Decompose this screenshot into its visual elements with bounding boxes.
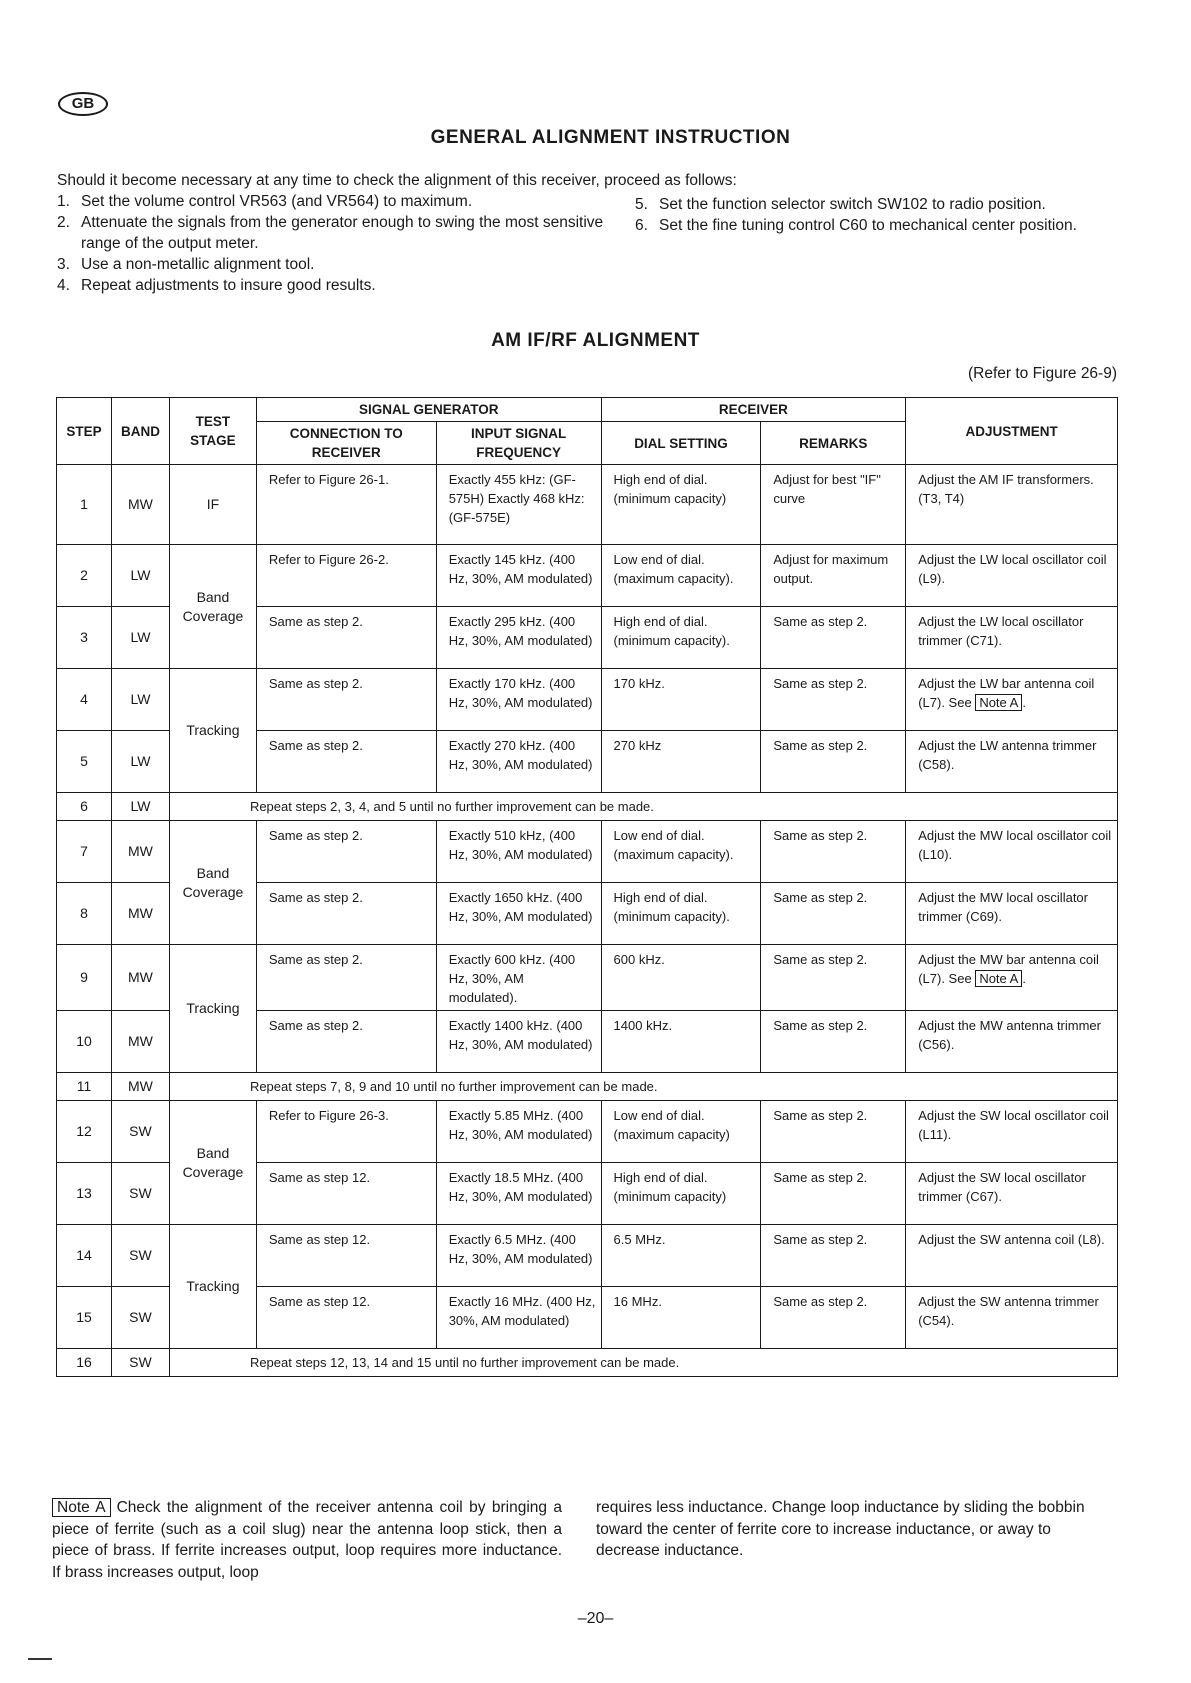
cell-step: 11 — [57, 1073, 112, 1101]
cell-connection: Same as step 12. — [256, 1163, 436, 1225]
cell-input: Exactly 16 MHz. (400 Hz, 30%, AM modulated) — [436, 1287, 601, 1349]
step-item — [57, 212, 617, 254]
step-text: Repeat adjustments to insure good results. — [81, 277, 376, 294]
header-receiver: RECEIVER — [601, 398, 906, 422]
cell-dial: 1400 kHz. — [601, 1011, 761, 1073]
cell-dial: 6.5 MHz. — [601, 1225, 761, 1287]
page-number: –20– — [577, 1610, 614, 1627]
cell-input: Exactly 510 kHz, (400 Hz, 30%, AM modulated) — [436, 821, 601, 883]
cell-step: 13 — [57, 1163, 112, 1225]
cell-band: MW — [111, 883, 169, 945]
cell-adjustment — [906, 669, 1118, 731]
step-number: 2. — [57, 214, 70, 231]
note-left-text: Check the alignment of the receiver antenna coil by bringing a piece of ferrite (such as a coil slug) near the antenna loop stick, then a piece of brass. If ferrite increases output, loop requires more inductance. If brass increases output, loop — [52, 1499, 562, 1581]
cell-band: LW — [111, 669, 169, 731]
cell-step: 9 — [57, 945, 112, 1011]
cell-input: Exactly 600 kHz. (400 Hz, 30%, AM modulated). — [436, 945, 601, 1011]
page-title: GENERAL ALIGNMENT INSTRUCTION — [430, 127, 791, 148]
cell-test-stage: Tracking — [169, 1225, 256, 1349]
cell-step: 15 — [57, 1287, 112, 1349]
cell-repeat: Repeat steps 2, 3, 4, and 5 until no further improvement can be made. — [169, 793, 1117, 821]
cell-connection: Refer to Figure 26-2. — [256, 545, 436, 607]
cell-step: 10 — [57, 1011, 112, 1073]
left-steps-list — [57, 191, 617, 296]
cell-band: SW — [111, 1163, 169, 1225]
step-item — [635, 215, 1155, 236]
cell-dial: 270 kHz — [601, 731, 761, 793]
cell-band: MW — [111, 821, 169, 883]
cell-adjustment — [906, 545, 1118, 607]
cell-adjustment — [906, 1287, 1118, 1349]
adjustment-text: Adjust the AM IF transformers. (T3, T4) — [918, 472, 1094, 506]
header-connection: CONNECTION TO RECEIVER — [256, 422, 436, 465]
cell-input: Exactly 455 kHz: (GF-575H) Exactly 468 kHz: (GF-575E) — [436, 465, 601, 545]
cell-connection: Same as step 2. — [256, 821, 436, 883]
adjustment-text: Adjust the LW bar antenna coil (L7). See — [918, 676, 1095, 710]
step-text: Set the fine tuning control C60 to mechanical center position. — [659, 217, 1077, 234]
cell-remarks: Same as step 2. — [761, 1287, 906, 1349]
step-item — [57, 275, 617, 296]
intro-text: Should it become necessary at any time to check the alignment of this receiver, proceed as follows: — [57, 172, 737, 189]
cell-dial: High end of dial. (minimum capacity) — [601, 465, 761, 545]
cell-dial: High end of dial. (minimum capacity). — [601, 607, 761, 669]
header-adjustment: ADJUSTMENT — [906, 398, 1118, 465]
cell-dial: Low end of dial. (maximum capacity). — [601, 821, 761, 883]
cell-band: LW — [111, 607, 169, 669]
cell-connection: Same as step 2. — [256, 731, 436, 793]
cell-connection: Same as step 2. — [256, 669, 436, 731]
cell-band: LW — [111, 545, 169, 607]
cell-remarks: Same as step 2. — [761, 607, 906, 669]
cell-test-stage: Tracking — [169, 669, 256, 793]
cell-remarks: Adjust for best "IF" curve — [761, 465, 906, 545]
cell-band: SW — [111, 1287, 169, 1349]
table-row — [57, 793, 1118, 821]
alignment-table — [56, 397, 1118, 1377]
cell-remarks: Same as step 2. — [761, 883, 906, 945]
adjustment-text: Adjust the MW antenna trimmer (C56). — [918, 1018, 1101, 1052]
adjustment-end: . — [1022, 695, 1026, 710]
step-number: 3. — [57, 256, 70, 273]
cell-adjustment — [906, 731, 1118, 793]
cell-dial: Low end of dial. (maximum capacity) — [601, 1101, 761, 1163]
cell-adjustment — [906, 1011, 1118, 1073]
adjustment-text: Adjust the MW local oscillator trimmer (C69). — [918, 890, 1088, 924]
step-number: 4. — [57, 277, 70, 294]
header-input: INPUT SIGNAL FREQUENCY — [436, 422, 601, 465]
cell-band: SW — [111, 1225, 169, 1287]
cell-connection: Refer to Figure 26-3. — [256, 1101, 436, 1163]
adjustment-text: Adjust the SW antenna coil (L8). — [918, 1232, 1105, 1247]
cell-step: 4 — [57, 669, 112, 731]
cell-input: Exactly 5.85 MHz. (400 Hz, 30%, AM modulated) — [436, 1101, 601, 1163]
header-step: STEP — [57, 398, 112, 465]
header-band: BAND — [111, 398, 169, 465]
cell-input: Exactly 1400 kHz. (400 Hz, 30%, AM modulated) — [436, 1011, 601, 1073]
table-row — [57, 465, 1118, 545]
note-reference: Note A — [975, 694, 1022, 711]
adjustment-text: Adjust the LW local oscillator trimmer (C71). — [918, 614, 1084, 648]
header-test-stage: TEST STAGE — [169, 398, 256, 465]
cell-band: SW — [111, 1101, 169, 1163]
cell-adjustment — [906, 945, 1118, 1011]
table-row — [57, 1101, 1118, 1163]
cell-band: MW — [111, 945, 169, 1011]
step-text: Use a non-metallic alignment tool. — [81, 256, 315, 273]
cell-adjustment — [906, 821, 1118, 883]
cell-connection: Same as step 2. — [256, 945, 436, 1011]
adjustment-text: Adjust the LW local oscillator coil (L9). — [918, 552, 1107, 586]
cell-input: Exactly 270 kHz. (400 Hz, 30%, AM modulated) — [436, 731, 601, 793]
cell-adjustment — [906, 607, 1118, 669]
cell-test-stage: Band Coverage — [169, 545, 256, 669]
cell-step: 8 — [57, 883, 112, 945]
step-number: 5. — [635, 196, 648, 213]
table-row — [57, 669, 1118, 731]
cell-input: Exactly 6.5 MHz. (400 Hz, 30%, AM modulated) — [436, 1225, 601, 1287]
step-item — [57, 191, 617, 212]
cell-input: Exactly 170 kHz. (400 Hz, 30%, AM modulated) — [436, 669, 601, 731]
adjustment-text: Adjust the SW antenna trimmer (C54). — [918, 1294, 1099, 1328]
cell-input: Exactly 295 kHz. (400 Hz, 30%, AM modulated) — [436, 607, 601, 669]
cell-step: 6 — [57, 793, 112, 821]
table-row — [57, 945, 1118, 1011]
cell-input: Exactly 1650 kHz. (400 Hz, 30%, AM modulated) — [436, 883, 601, 945]
cell-remarks: Adjust for maximum output. — [761, 545, 906, 607]
header-dial: DIAL SETTING — [601, 422, 761, 465]
cell-adjustment — [906, 1225, 1118, 1287]
cell-dial: 170 kHz. — [601, 669, 761, 731]
table-row — [57, 1225, 1118, 1287]
right-steps-list — [635, 194, 1155, 236]
cell-remarks: Same as step 2. — [761, 731, 906, 793]
cell-test-stage: IF — [169, 465, 256, 545]
cell-step: 12 — [57, 1101, 112, 1163]
table-row — [57, 821, 1118, 883]
cell-remarks: Same as step 2. — [761, 669, 906, 731]
gb-badge: GB — [58, 92, 108, 116]
cell-input: Exactly 18.5 MHz. (400 Hz, 30%, AM modulated) — [436, 1163, 601, 1225]
adjustment-text: Adjust the SW local oscillator coil (L11). — [918, 1108, 1109, 1142]
table-row — [57, 545, 1118, 607]
adjustment-text: Adjust the MW bar antenna coil (L7). See — [918, 952, 1099, 986]
step-item — [57, 254, 617, 275]
note-label: Note A — [52, 1498, 111, 1517]
header-remarks: REMARKS — [761, 422, 906, 465]
cell-repeat: Repeat steps 7, 8, 9 and 10 until no further improvement can be made. — [169, 1073, 1117, 1101]
table-body — [57, 465, 1118, 1377]
cell-step: 2 — [57, 545, 112, 607]
cell-band: MW — [111, 465, 169, 545]
table-row — [57, 1349, 1118, 1377]
cell-band: MW — [111, 1011, 169, 1073]
cell-step: 3 — [57, 607, 112, 669]
adjustment-end: . — [1022, 971, 1026, 986]
cell-connection: Same as step 12. — [256, 1287, 436, 1349]
step-number: 1. — [57, 193, 70, 210]
cell-connection: Same as step 2. — [256, 883, 436, 945]
cell-band: MW — [111, 1073, 169, 1101]
adjustment-text: Adjust the MW local oscillator coil (L10). — [918, 828, 1112, 862]
cell-step: 1 — [57, 465, 112, 545]
cell-adjustment — [906, 1101, 1118, 1163]
step-item — [635, 194, 1155, 215]
cell-adjustment — [906, 883, 1118, 945]
cell-test-stage: Band Coverage — [169, 1101, 256, 1225]
cell-remarks: Same as step 2. — [761, 1163, 906, 1225]
cell-test-stage: Tracking — [169, 945, 256, 1073]
cell-dial: High end of dial. (minimum capacity) — [601, 1163, 761, 1225]
cell-dial: 16 MHz. — [601, 1287, 761, 1349]
cell-connection: Refer to Figure 26-1. — [256, 465, 436, 545]
cell-remarks: Same as step 2. — [761, 945, 906, 1011]
cell-dial: Low end of dial. (maximum capacity). — [601, 545, 761, 607]
margin-mark — [28, 1658, 52, 1660]
cell-dial: High end of dial. (minimum capacity). — [601, 883, 761, 945]
note-reference: Note A — [975, 970, 1022, 987]
cell-connection: Same as step 2. — [256, 1011, 436, 1073]
table-row — [57, 1073, 1118, 1101]
cell-connection: Same as step 12. — [256, 1225, 436, 1287]
cell-connection: Same as step 2. — [256, 607, 436, 669]
cell-step: 14 — [57, 1225, 112, 1287]
cell-step: 5 — [57, 731, 112, 793]
step-number: 6. — [635, 217, 648, 234]
cell-remarks: Same as step 2. — [761, 821, 906, 883]
cell-band: LW — [111, 731, 169, 793]
cell-remarks: Same as step 2. — [761, 1101, 906, 1163]
cell-input: Exactly 145 kHz. (400 Hz, 30%, AM modulated) — [436, 545, 601, 607]
step-text: Set the function selector switch SW102 to radio position. — [659, 196, 1046, 213]
cell-adjustment — [906, 1163, 1118, 1225]
adjustment-text: Adjust the SW local oscillator trimmer (C67). — [918, 1170, 1086, 1204]
cell-repeat: Repeat steps 12, 13, 14 and 15 until no further improvement can be made. — [169, 1349, 1117, 1377]
cell-step: 7 — [57, 821, 112, 883]
cell-remarks: Same as step 2. — [761, 1225, 906, 1287]
adjustment-text: Adjust the LW antenna trimmer (C58). — [918, 738, 1097, 772]
cell-band: SW — [111, 1349, 169, 1377]
cell-remarks: Same as step 2. — [761, 1011, 906, 1073]
cell-adjustment — [906, 465, 1118, 545]
step-text: Set the volume control VR563 (and VR564) to maximum. — [81, 193, 473, 210]
note-right-text: requires less inductance. Change loop inductance by sliding the bobbin toward the center of ferrite core to increase inductance, or away to decrease inductance. — [596, 1499, 1085, 1559]
figure-reference: (Refer to Figure 26-9) — [967, 365, 1117, 382]
cell-test-stage: Band Coverage — [169, 821, 256, 945]
step-text: Attenuate the signals from the generator enough to swing the most sensitive range of the output meter. — [81, 214, 604, 252]
section-title: AM IF/RF ALIGNMENT — [491, 330, 700, 351]
cell-dial: 600 kHz. — [601, 945, 761, 1011]
cell-step: 16 — [57, 1349, 112, 1377]
header-signal-generator: SIGNAL GENERATOR — [256, 398, 601, 422]
cell-band: LW — [111, 793, 169, 821]
note-left-column — [52, 1497, 562, 1583]
